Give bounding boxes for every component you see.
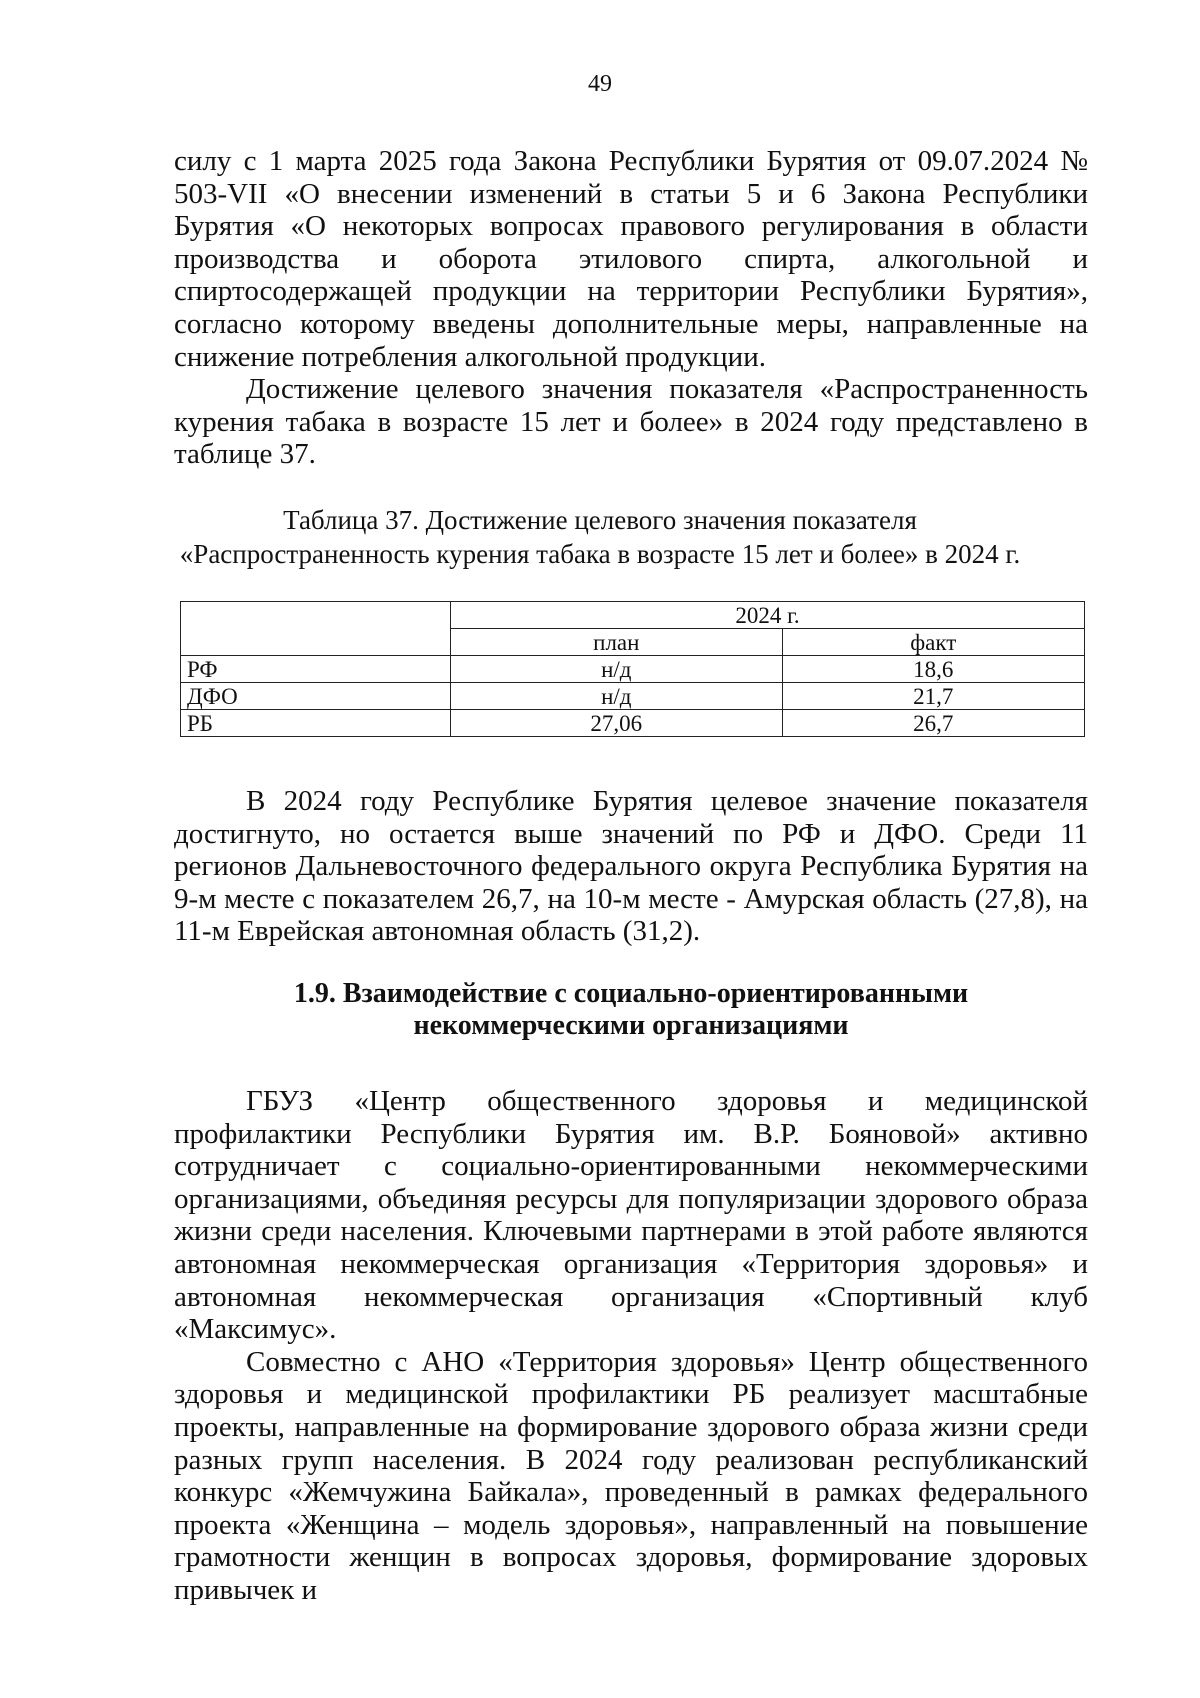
section-heading-line-1: 1.9. Взаимодействие с социально-ориентированными (293, 978, 969, 1009)
smoking-prevalence-table (180, 601, 1085, 737)
table-header-fact: факт (782, 629, 1084, 656)
table-row (181, 710, 1085, 737)
table-cell-region: РФ (181, 656, 451, 683)
table-cell-plan: н/д (451, 656, 783, 683)
table-row (181, 656, 1085, 683)
table-cell-plan: н/д (451, 683, 783, 710)
paragraph-indicator-result: В 2024 году Республике Бурятия целевое значение показателя достигнуто, но остается выше значений по РФ и ДФО. Среди 11 регионов Дальневосточного федерального округа Республика Бурятия на 9-м месте с показателем 26,7, на 10-м месте - Амурская область (27,8), на 11-м Еврейская автономная область (31,2). (174, 785, 1088, 948)
table-header-year: 2024 г. (451, 602, 1085, 629)
paragraph-alcohol-law: силу с 1 марта 2025 года Закона Республики Бурятия от 09.07.2024 № 503-VII «О внесении изменений в статьи 5 и 6 Закона Республики Бурятия «О некоторых вопросах правового регулирования в области производства и оборота этилового спирта, алкогольной и спиртосодержащей продукции на территории Республики Бурятия», согласно которому введены дополнительные меры, направленные на снижение потребления алкогольной продукции. (174, 145, 1088, 373)
table-caption-line-1: Таблица 37. Достижение целевого значения показателя (283, 505, 917, 535)
page-number: 49 (588, 71, 612, 97)
paragraph-joint-projects: Совместно с АНО «Территория здоровья» Центр общественного здоровья и медицинской профилактики РБ реализует масштабные проекты, направленные на формирование здорового образа жизни среди разных групп населения. В 2024 году реализован республиканский конкурс «Жемчужина Байкала», проведенный в рамках федерального проекта «Женщина – модель здоровья», направленный на повышение грамотности женщин в вопросах здоровья, формирование здоровых привычек и (174, 1345, 1088, 1606)
table-header-row-year (181, 602, 1085, 629)
table-cell-fact: 26,7 (782, 710, 1084, 737)
text-block-top (174, 145, 1088, 471)
table-header-empty-cell (181, 602, 451, 656)
table-caption (120, 503, 1080, 571)
section-heading-line-2: некоммерческими организациями (413, 1010, 849, 1041)
table-cell-region: РБ (181, 710, 451, 737)
table-cell-fact: 18,6 (782, 656, 1084, 683)
paragraph-smoking-indicator-intro: Достижение целевого значения показателя «Распространенность курения табака в возрасте 15 лет и более» в 2024 году представлено в таблице 37. (174, 373, 1088, 471)
table-cell-plan: 27,06 (451, 710, 783, 737)
text-block-bottom (174, 1085, 1088, 1607)
text-block-middle (174, 785, 1088, 948)
table-header-plan: план (451, 629, 783, 656)
section-heading (174, 978, 1088, 1042)
table-cell-fact: 21,7 (782, 683, 1084, 710)
table-row (181, 683, 1085, 710)
paragraph-nko-partners: ГБУЗ «Центр общественного здоровья и медицинской профилактики Республики Бурятия им. В.Р. Бояновой» активно сотрудничает с социально-ориентированными некоммерческими организациями, объединяя ресурсы для популяризации здорового образа жизни среди населения. Ключевыми партнерами в этой работе являются автономная некоммерческая организация «Территория здоровья» и автономная некоммерческая организация «Спортивный клуб «Максимус». (174, 1085, 1088, 1346)
table-cell-region: ДФО (181, 683, 451, 710)
table-caption-line-2: «Распространенность курения табака в возрасте 15 лет и более» в 2024 г. (179, 539, 1021, 569)
